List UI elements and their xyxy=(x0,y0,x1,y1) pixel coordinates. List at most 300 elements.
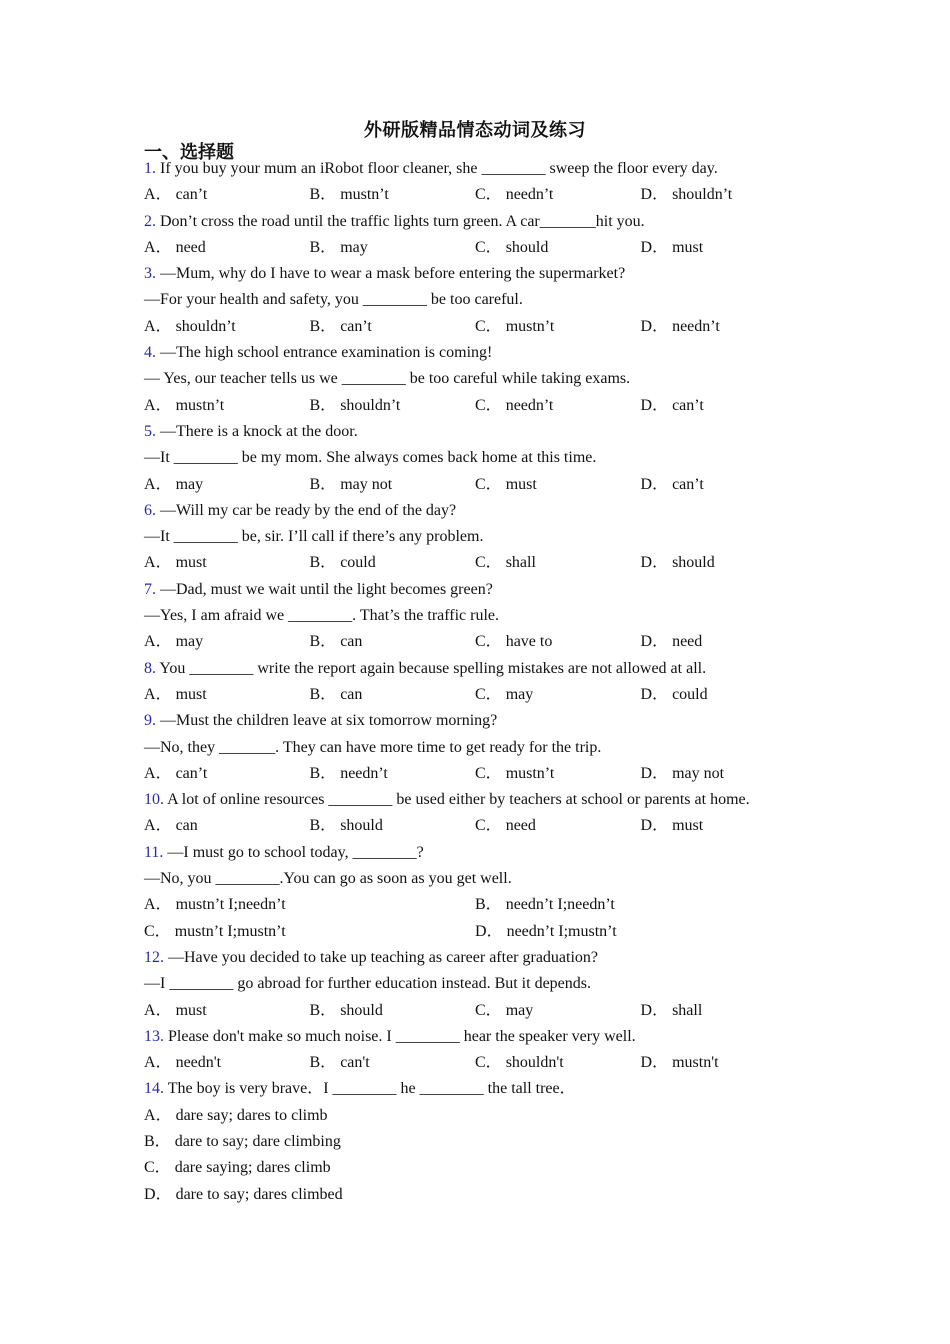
option-letter-char: D xyxy=(640,1054,653,1072)
option-a[interactable] xyxy=(144,998,310,1024)
option-text: mustn’t xyxy=(175,396,225,414)
option-b[interactable] xyxy=(310,682,476,708)
option-letter xyxy=(641,1002,669,1019)
section-heading: 一、选择题 xyxy=(144,142,234,163)
question-number-separator: . xyxy=(160,791,164,809)
question-number: 14 xyxy=(144,1080,160,1098)
options-row xyxy=(144,472,824,498)
option-text: can’t xyxy=(672,475,704,493)
option-letter-sep: ． xyxy=(652,317,669,335)
option-a[interactable] xyxy=(144,892,475,918)
option-letter-char: D xyxy=(640,764,653,782)
question-number: 4 xyxy=(144,344,152,362)
option-letter-sep: ． xyxy=(155,896,172,914)
option-letter-sep: ． xyxy=(155,1054,172,1072)
option-letter-char: A xyxy=(144,186,156,204)
option-text: should xyxy=(340,817,383,835)
option-letter-sep: ． xyxy=(485,764,502,782)
option-letter-sep: ． xyxy=(320,764,337,782)
option-text: must xyxy=(672,238,704,256)
option-text: need xyxy=(672,633,703,651)
option-letter-sep: ． xyxy=(155,238,172,256)
option-text: mustn’t xyxy=(505,764,555,782)
options-row xyxy=(144,1129,824,1155)
option-text: have to xyxy=(505,633,553,651)
option-letter-char: A xyxy=(144,1106,156,1124)
option-letter-char: D xyxy=(640,633,653,651)
option-c[interactable] xyxy=(475,813,641,839)
option-a[interactable] xyxy=(144,550,310,576)
question-text: —Have you decided to take up teaching as career after graduation? xyxy=(168,948,599,966)
option-letter-sep: ． xyxy=(485,317,502,335)
option-letter xyxy=(310,765,337,782)
option-text: need xyxy=(175,238,206,256)
question-number-separator: . xyxy=(152,712,156,730)
option-text: needn't xyxy=(175,1054,222,1072)
option-text: must xyxy=(672,817,704,835)
option-a[interactable] xyxy=(144,682,310,708)
option-b[interactable] xyxy=(144,1133,341,1150)
option-letter-sep: ． xyxy=(155,1185,172,1203)
option-letter-sep: ． xyxy=(155,554,172,572)
option-letter xyxy=(310,1002,337,1019)
question-number: 2 xyxy=(144,212,152,230)
question-number-separator: . xyxy=(152,501,156,519)
question-number: 5 xyxy=(144,422,152,440)
option-a[interactable] xyxy=(144,314,310,340)
option-c[interactable] xyxy=(144,919,475,945)
question-number: 1 xyxy=(144,160,152,177)
option-letter xyxy=(144,686,172,703)
option-d[interactable] xyxy=(641,314,807,340)
question-text: Please don't make so much noise. I ________ hear the speaker very well. xyxy=(168,1027,636,1045)
option-letter-char: D xyxy=(640,238,653,256)
option-b[interactable] xyxy=(310,472,476,498)
question-number-separator: . xyxy=(152,422,156,440)
question-stem xyxy=(144,419,824,445)
option-text: needn’t xyxy=(672,317,720,335)
option-letter xyxy=(310,817,337,834)
option-text: can xyxy=(340,685,363,703)
option-letter-sep: ． xyxy=(485,817,502,835)
option-a[interactable] xyxy=(144,813,310,839)
option-letter-char: C xyxy=(475,817,486,835)
question-stem xyxy=(144,1024,824,1050)
options-row xyxy=(144,629,824,655)
option-b[interactable] xyxy=(310,550,476,576)
option-text: mustn't xyxy=(672,1054,719,1072)
option-text: must xyxy=(175,554,207,572)
question-stem-continued xyxy=(144,366,824,392)
option-letter-char: D xyxy=(640,186,653,204)
option-letter-char: B xyxy=(309,396,321,414)
option-letter-char: C xyxy=(475,1001,486,1019)
option-letter-sep: ． xyxy=(155,764,172,782)
option-letter xyxy=(641,817,669,834)
option-letter-sep: ． xyxy=(154,922,171,940)
option-letter-char: C xyxy=(144,1159,155,1177)
question-number: 8 xyxy=(144,659,152,677)
option-letter-char: C xyxy=(475,1054,486,1072)
question-number-separator: . xyxy=(159,843,164,861)
option-letter-char: B xyxy=(309,817,321,835)
option-letter-char: A xyxy=(144,475,156,493)
option-letter xyxy=(310,476,337,493)
option-c[interactable] xyxy=(144,1159,331,1176)
question-stem-continued xyxy=(144,445,824,471)
option-a[interactable] xyxy=(144,629,310,655)
option-letter-char: A xyxy=(144,317,156,335)
option-letter-sep: ． xyxy=(485,238,502,256)
option-letter xyxy=(310,318,337,335)
option-letter-char: B xyxy=(309,475,321,493)
option-letter-sep: ． xyxy=(485,554,502,572)
option-letter xyxy=(641,318,669,335)
option-letter-sep: ． xyxy=(485,896,502,914)
option-letter-char: A xyxy=(144,764,156,782)
question-number-separator: . xyxy=(152,580,156,598)
option-letter xyxy=(475,923,503,940)
question-stem-continued xyxy=(144,735,824,761)
option-text: dare say; dares to climb xyxy=(175,1106,328,1124)
option-text: needn’t I;mustn’t xyxy=(506,922,617,940)
options-row xyxy=(144,393,824,419)
question-number: 12 xyxy=(144,948,160,966)
options-row xyxy=(144,892,824,918)
option-letter xyxy=(310,686,337,703)
option-letter-char: A xyxy=(144,396,156,414)
option-text: shall xyxy=(672,1001,703,1019)
option-letter-sep: ． xyxy=(320,817,337,835)
question-text: —No, they _______. They can have more time to get ready for the trip. xyxy=(144,738,602,756)
option-text: can’t xyxy=(672,396,704,414)
question-text: —There is a knock at the door. xyxy=(160,422,358,440)
question-text: —No, you ________.You can go as soon as you get well. xyxy=(144,870,512,888)
option-letter xyxy=(144,1002,172,1019)
option-letter xyxy=(641,397,669,414)
option-text: shouldn’t xyxy=(340,396,401,414)
question-stem xyxy=(144,209,824,235)
options-row xyxy=(144,235,824,261)
page-title: 外研版精品情态动词及练习 xyxy=(364,120,586,141)
option-letter-sep: ． xyxy=(320,238,337,256)
option-a[interactable] xyxy=(144,182,310,208)
option-letter-char: C xyxy=(475,633,486,651)
options-row xyxy=(144,813,824,839)
option-letter xyxy=(310,239,337,256)
question-stem-continued xyxy=(144,866,824,892)
question-text: —For your health and safety, you ________ be too careful. xyxy=(144,291,523,309)
option-letter-sep: ． xyxy=(154,1132,171,1150)
option-text: need xyxy=(505,817,536,835)
option-c[interactable] xyxy=(475,761,641,787)
option-a[interactable] xyxy=(144,235,310,261)
option-letter xyxy=(475,239,502,256)
option-letter xyxy=(144,397,172,414)
option-letter xyxy=(475,1002,502,1019)
option-letter-char: D xyxy=(640,396,653,414)
question-stem-continued xyxy=(144,524,824,550)
option-letter-char: A xyxy=(144,1054,156,1072)
option-letter-char: B xyxy=(309,685,321,703)
option-letter-sep: ． xyxy=(485,685,502,703)
option-c[interactable] xyxy=(475,182,641,208)
option-b[interactable] xyxy=(310,1050,476,1076)
question-text: —Will my car be ready by the end of the day? xyxy=(160,501,457,519)
option-text: should xyxy=(340,1001,383,1019)
question-number-separator: . xyxy=(160,948,164,966)
options-row xyxy=(144,182,824,208)
question-text: A lot of online resources ________ be used either by teachers at school or parents at home. xyxy=(167,791,750,809)
question-list xyxy=(144,156,824,1208)
option-text: could xyxy=(672,685,708,703)
option-b[interactable] xyxy=(310,393,476,419)
option-text: needn’t I;needn’t xyxy=(505,896,615,914)
question-number-separator: . xyxy=(160,1027,164,1045)
option-d[interactable] xyxy=(641,182,807,208)
option-letter-char: D xyxy=(144,1185,156,1203)
option-a[interactable] xyxy=(144,1050,310,1076)
option-letter-char: A xyxy=(144,685,156,703)
option-letter-char: B xyxy=(309,1054,321,1072)
option-letter-sep: ． xyxy=(486,922,503,940)
option-letter xyxy=(144,318,172,335)
option-letter-sep: ． xyxy=(320,1001,337,1019)
question-stem-continued xyxy=(144,603,824,629)
option-text: shouldn’t xyxy=(175,317,236,335)
option-letter-sep: ． xyxy=(320,475,337,493)
option-b[interactable] xyxy=(475,892,806,918)
option-letter-sep: ． xyxy=(154,1159,171,1177)
option-letter-sep: ． xyxy=(485,1001,502,1019)
option-letter xyxy=(475,476,502,493)
option-letter-char: D xyxy=(640,817,653,835)
option-text: dare to say; dares climbed xyxy=(175,1185,343,1203)
options-row xyxy=(144,919,824,945)
option-c[interactable] xyxy=(475,393,641,419)
option-letter-sep: ． xyxy=(320,1054,337,1072)
option-letter xyxy=(475,318,502,335)
question-number-separator: . xyxy=(152,160,156,177)
question-number-separator: . xyxy=(152,265,156,283)
option-letter xyxy=(144,1107,172,1124)
question-stem xyxy=(144,1076,824,1102)
option-letter-char: B xyxy=(309,633,321,651)
option-letter-sep: ． xyxy=(155,396,172,414)
option-letter-char: C xyxy=(144,922,155,940)
question-text: You ________ write the report again because spelling mistakes are not allowed at all. xyxy=(159,659,707,677)
option-c[interactable] xyxy=(475,998,641,1024)
option-text: can’t xyxy=(175,764,208,782)
option-letter-sep: ． xyxy=(485,475,502,493)
option-letter xyxy=(475,1054,502,1071)
option-letter-char: C xyxy=(475,317,486,335)
option-c[interactable] xyxy=(475,550,641,576)
option-c[interactable] xyxy=(475,314,641,340)
option-letter xyxy=(310,1054,337,1071)
question-text: —I ________ go abroad for further education instead. But it depends. xyxy=(144,975,591,993)
option-b[interactable] xyxy=(310,761,476,787)
option-d[interactable] xyxy=(641,629,807,655)
option-letter xyxy=(475,554,502,571)
question-stem xyxy=(144,577,824,603)
option-letter xyxy=(144,476,172,493)
option-d[interactable] xyxy=(641,682,807,708)
option-a[interactable] xyxy=(144,472,310,498)
question-number: 7 xyxy=(144,580,152,598)
option-text: can xyxy=(175,817,198,835)
option-d[interactable] xyxy=(641,813,807,839)
option-letter xyxy=(144,1054,172,1071)
option-letter xyxy=(641,633,669,650)
option-a[interactable] xyxy=(144,761,310,787)
option-b[interactable] xyxy=(310,813,476,839)
option-d[interactable] xyxy=(641,472,807,498)
option-letter-sep: ． xyxy=(155,685,172,703)
question-stem xyxy=(144,945,824,971)
option-c[interactable] xyxy=(475,1050,641,1076)
option-letter xyxy=(475,633,502,650)
option-text: mustn’t xyxy=(340,186,389,204)
option-letter-sep: ． xyxy=(155,817,172,835)
option-letter-char: A xyxy=(144,554,156,572)
option-letter xyxy=(641,476,669,493)
question-number: 13 xyxy=(144,1027,160,1045)
question-stem xyxy=(144,787,824,813)
option-d[interactable] xyxy=(641,761,807,787)
question-number-separator: . xyxy=(152,659,156,677)
option-letter xyxy=(144,896,172,913)
option-letter xyxy=(475,186,502,203)
option-text: needn’t xyxy=(505,186,554,204)
option-letter-sep: ． xyxy=(652,633,669,651)
option-letter xyxy=(475,397,502,414)
question-stem xyxy=(144,656,824,682)
option-text: may xyxy=(505,685,534,703)
options-row xyxy=(144,998,824,1024)
option-text: may xyxy=(175,633,204,651)
option-c[interactable] xyxy=(475,472,641,498)
option-letter xyxy=(144,817,172,834)
option-letter-sep: ． xyxy=(485,633,502,651)
question-stem xyxy=(144,261,824,287)
option-letter-sep: ． xyxy=(652,186,669,204)
option-text: should xyxy=(505,238,549,256)
option-c[interactable] xyxy=(475,235,641,261)
option-d[interactable] xyxy=(641,235,807,261)
option-d[interactable] xyxy=(641,998,807,1024)
option-b[interactable] xyxy=(310,998,476,1024)
question-stem xyxy=(144,708,824,734)
option-letter xyxy=(641,186,669,203)
option-b[interactable] xyxy=(310,182,476,208)
option-text: mustn’t I;mustn’t xyxy=(174,922,286,940)
option-letter-sep: ． xyxy=(652,685,669,703)
question-stem xyxy=(144,156,824,182)
option-b[interactable] xyxy=(310,314,476,340)
option-letter-char: D xyxy=(640,685,653,703)
option-c[interactable] xyxy=(475,629,641,655)
option-letter-sep: ． xyxy=(155,1106,172,1124)
option-text: must xyxy=(175,1001,207,1019)
question-text: If you buy your mum an iRobot floor cleaner, she ________ sweep the floor every day. xyxy=(160,160,718,177)
option-letter-char: C xyxy=(475,764,486,782)
option-d[interactable] xyxy=(641,1050,807,1076)
option-a[interactable] xyxy=(144,393,310,419)
option-letter-sep: ． xyxy=(485,186,502,204)
option-text: may xyxy=(505,1001,534,1019)
option-d[interactable] xyxy=(641,393,807,419)
option-d[interactable] xyxy=(641,550,807,576)
question-number: 6 xyxy=(144,501,152,519)
option-letter xyxy=(641,765,669,782)
option-letter-char: C xyxy=(475,238,486,256)
option-letter-char: A xyxy=(144,817,156,835)
option-letter-char: C xyxy=(475,475,486,493)
option-letter xyxy=(475,765,502,782)
option-text: shouldn't xyxy=(505,1054,564,1072)
option-letter xyxy=(144,633,172,650)
option-letter xyxy=(641,239,669,256)
option-text: may not xyxy=(672,764,725,782)
question-text: —I must go to school today, ________? xyxy=(167,843,424,861)
question-stem xyxy=(144,498,824,524)
option-text: mustn’t I;needn’t xyxy=(175,896,286,914)
option-letter-sep: ． xyxy=(652,764,669,782)
option-letter xyxy=(310,633,337,650)
options-row xyxy=(144,1050,824,1076)
question-stem-continued xyxy=(144,971,824,997)
option-d[interactable] xyxy=(475,919,806,945)
option-b[interactable] xyxy=(310,629,476,655)
option-text: may xyxy=(175,475,204,493)
option-text: can xyxy=(340,633,363,651)
option-letter-sep: ． xyxy=(652,475,669,493)
question-number-separator: . xyxy=(152,344,156,362)
question-stem-continued xyxy=(144,287,824,313)
question-text: —Must the children leave at six tomorrow morning? xyxy=(160,712,498,730)
option-letter-sep: ． xyxy=(155,317,172,335)
option-text: should xyxy=(672,554,715,572)
option-text: must xyxy=(505,475,537,493)
options-row xyxy=(144,550,824,576)
option-d[interactable] xyxy=(144,1186,343,1203)
option-text: may xyxy=(340,238,368,256)
option-letter-char: B xyxy=(309,554,321,572)
option-b[interactable] xyxy=(310,235,476,261)
option-text: mustn’t xyxy=(505,317,555,335)
option-letter-char: C xyxy=(475,186,486,204)
option-text: can’t xyxy=(340,317,372,335)
option-letter-sep: ． xyxy=(320,685,337,703)
option-a[interactable] xyxy=(144,1107,328,1124)
option-c[interactable] xyxy=(475,682,641,708)
question-number: 10 xyxy=(144,791,160,809)
question-text: —Dad, must we wait until the light becomes green? xyxy=(160,580,493,598)
option-letter-char: D xyxy=(640,317,653,335)
options-row xyxy=(144,314,824,340)
option-letter xyxy=(144,1186,172,1203)
option-letter-char: B xyxy=(309,317,321,335)
option-letter xyxy=(144,923,171,940)
question-text: —The high school entrance examination is coming! xyxy=(160,344,493,362)
question-number-separator: . xyxy=(160,1080,164,1098)
option-letter-sep: ． xyxy=(652,554,669,572)
options-row xyxy=(144,1155,824,1181)
option-letter-sep: ． xyxy=(652,1054,669,1072)
option-letter-char: B xyxy=(309,1001,321,1019)
options-row xyxy=(144,1182,824,1208)
